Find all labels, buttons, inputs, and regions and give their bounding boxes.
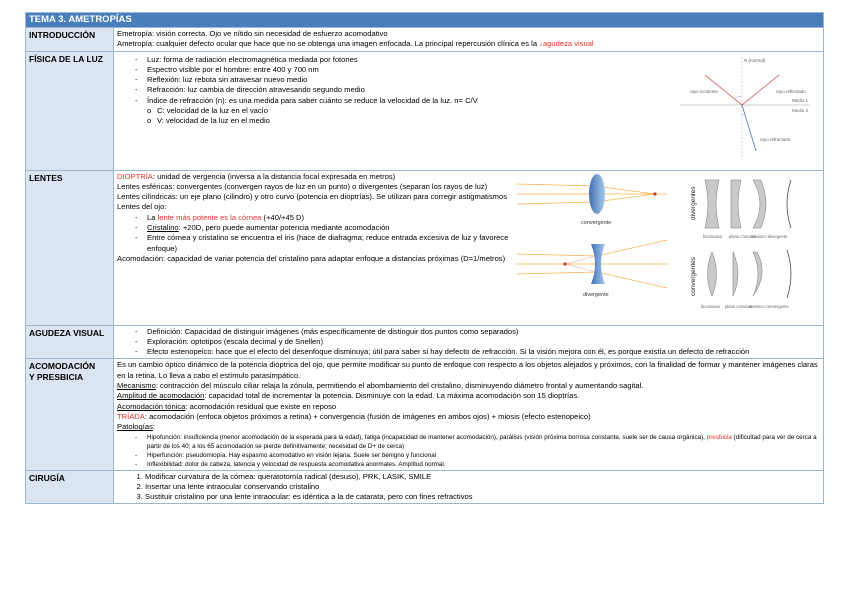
agudeza-list bbox=[117, 327, 820, 358]
label-agudeza: AGUDEZA VISUAL bbox=[26, 325, 114, 359]
title-row bbox=[26, 13, 824, 28]
cornea-post: (+40/+45 D) bbox=[261, 212, 305, 222]
reflected-label: rayo reflectado bbox=[776, 88, 806, 94]
cirugia-list bbox=[117, 472, 820, 503]
triada-text: : acomodación (enfoca objetos próximos a retina) + convergencia (fusión de imágenes en ambos ojos) + miosis (efecto estenopeico) bbox=[144, 411, 591, 421]
list-item: - Definición: Capacidad de distinguir imágenes (más específicamente de distinguir dos puntos como separados) bbox=[135, 327, 820, 337]
lens-ray-figures bbox=[517, 172, 687, 323]
convergentes-label: convergentes bbox=[690, 256, 697, 296]
label-acomodacion bbox=[26, 359, 114, 470]
label-introduccion: INTRODUCCIÓN bbox=[26, 28, 114, 52]
refraction-diagram bbox=[680, 53, 820, 163]
mecanismo-term: Mecanismo bbox=[117, 381, 156, 391]
list-item: - Refracción: luz cambia de dirección atravesando segundo medio bbox=[135, 85, 680, 95]
esfericas-text: Lentes esféricas: convergentes (convergen rayos de luz en un punto) o divergentes (separan los rayos de luz) bbox=[117, 181, 488, 191]
content-fisica bbox=[114, 51, 824, 170]
caption-plano-concava: plano cóncava bbox=[729, 233, 757, 239]
list-item: 1. Modificar curvatura de la córnea: queratotomía radical (desuso), PRK, LASIK, SMILE bbox=[145, 472, 820, 482]
list-item: o V: velocidad de la luz en el medio bbox=[147, 116, 680, 126]
caption-plano-convexa: plano convexa bbox=[725, 303, 753, 309]
diverging-lens-figure bbox=[517, 240, 667, 298]
lentes-layout bbox=[117, 172, 820, 323]
dioptria-line bbox=[117, 172, 517, 182]
divergent-arrow bbox=[787, 180, 791, 228]
list-item: - Índice de refracción (n): es una medida para saber cuánto se reduce la velocidad de la luz. n= C/V bbox=[135, 96, 680, 106]
row-cirugia bbox=[26, 470, 824, 504]
list-item: - Espectro visible por el hombre: entre 400 y 700 nm bbox=[135, 65, 680, 75]
refracted-ray bbox=[742, 105, 756, 151]
amplitud-line bbox=[117, 391, 820, 401]
fisica-list bbox=[117, 55, 680, 106]
fisica-text bbox=[117, 53, 680, 166]
refracted-label: rayo refractado bbox=[760, 136, 791, 142]
tonica-text: : acomodación residual que existe en reposo bbox=[185, 401, 337, 411]
convergent-arrow bbox=[787, 250, 791, 298]
acomodacion-definition: Es un cambio óptico dinámico de la potencia dióptrica del ojo, que permite modificar su punto de enfoque con respecto a los objetos alejados y próximos, con la finalidad de formar y mantener imágenes claras en la retina. Lo lleva a cabo el estímulo parasimpático. bbox=[117, 360, 818, 380]
triada-term: TRÍADA bbox=[117, 411, 145, 421]
del-ojo-text: Lentes del ojo: bbox=[117, 202, 167, 212]
incident-label: rayo incidente bbox=[690, 88, 719, 94]
angle-arc bbox=[735, 96, 742, 99]
list-item: - Hiperfunción: pseudomiopía. Hay espasmo acomodativo en visión lejana. Suele ser benigno y funcional bbox=[135, 451, 820, 460]
diverging-shapes bbox=[705, 180, 766, 228]
content-lentes bbox=[114, 170, 824, 325]
hipofuncion-text: Hipofunción: insuficiencia (menor acomodación de la esperada para la edad), fatiga (incapacidad de mantener acomodación), parálisis (visión próxima borrosa constante, suele ser de causa orgánica), bbox=[147, 433, 707, 441]
mecanismo-text: : contracción del músculo ciliar relaja la zónula, permitiendo el abombamiento del cristalino, disminuyendo diámetro frontal y aumentando sagital. bbox=[155, 381, 644, 391]
ojo-list bbox=[117, 213, 517, 254]
caption-bicóncava: bicóncava bbox=[703, 233, 722, 239]
row-acomodacion bbox=[26, 359, 824, 470]
content-acomodacion bbox=[114, 359, 824, 470]
ametropia-text: Ametropía: cualquier defecto ocular que hace que no se obtenga una imagen enfocada. La principal repercusión clínica es la bbox=[117, 39, 540, 49]
presbicia-text: (dificultad para ver de cerca a partir de los 40; a los 65 acomodación se pierde definitivamente; necesidad de D+ de cerca) bbox=[147, 433, 817, 450]
ametropias-summary-sheet bbox=[25, 12, 823, 504]
fisica-sublist bbox=[117, 106, 680, 127]
list-item: o C: velocidad de la luz en el vacío bbox=[147, 106, 680, 116]
cristalino-text: : +20D, pero puede aumentar potencia mediante acomodación bbox=[178, 223, 390, 233]
lens-ray-diagram bbox=[517, 172, 687, 320]
label-lentes: LENTES bbox=[26, 170, 114, 325]
agudeza-highlight: ↓agudeza visual bbox=[539, 39, 594, 49]
row-fisica bbox=[26, 51, 824, 170]
cilindricas-text: Lentes cilíndricas: un eje plano (cilindro) y otro curvo (potencia en dioptrías). Se utilizan para corregir astigmatismos bbox=[117, 192, 507, 202]
cornea-pre: La bbox=[147, 212, 158, 222]
caption-biconvexa: biconvexa bbox=[701, 303, 720, 309]
dioptria-text: : unidad de vergencia (inversa a la distancia focal expresada en metros) bbox=[152, 171, 396, 181]
amplitud-text: : capacidad total de incrementar la potencia. Disminuye con la edad. La máxima acomodación son 15 dioptrías. bbox=[204, 391, 580, 401]
page-title: TEMA 3. AMETROPÍAS bbox=[26, 13, 824, 28]
label-cirugia: CIRUGÍA bbox=[26, 470, 114, 504]
content-cirugia bbox=[114, 470, 824, 504]
row-agudeza bbox=[26, 325, 824, 359]
list-item bbox=[135, 433, 820, 451]
list-item bbox=[135, 223, 517, 233]
presbicia-highlight: presbicia bbox=[706, 433, 732, 441]
mecanismo-line bbox=[117, 381, 820, 391]
label-fisica: FÍSICA DE LA LUZ bbox=[26, 51, 114, 170]
lentes-text bbox=[117, 172, 517, 323]
refraction-figure bbox=[680, 53, 820, 166]
content-introduccion bbox=[114, 28, 824, 52]
row-lentes bbox=[26, 170, 824, 325]
content-agudeza bbox=[114, 325, 824, 359]
converging-lens-figure bbox=[517, 174, 667, 226]
medio2-label: Medio 2 bbox=[792, 107, 809, 113]
list-item: 3. Sustituir cristalino por una lente intraocular: es idéntica a la de catarata, pero con fines refractivos bbox=[145, 492, 820, 502]
tonica-line bbox=[117, 402, 820, 412]
lens-types-diagram bbox=[687, 172, 817, 320]
list-item: - Efecto estenopeico: hace que el efecto del desenfoque disminuya; útil para saber si hay defecto de refracción. Si la visión mejora con él, es porque existía un defecto de refracción bbox=[135, 347, 820, 357]
caption-menisco-divergente: menisco divergente bbox=[751, 233, 788, 239]
cornea-highlight: lente más potente es la córnea bbox=[157, 212, 262, 222]
fisica-layout bbox=[117, 53, 820, 166]
emetropia-text: Emetropía: visión correcta. Ojo ve nítido sin necesidad de esfuerzo acomodativo bbox=[117, 29, 388, 38]
patologias-list bbox=[117, 433, 820, 469]
converging-shapes bbox=[708, 252, 763, 296]
normal-label: N (normal) bbox=[744, 57, 766, 63]
row-introduccion bbox=[26, 28, 824, 52]
caption-menisco-convergente: menisco convergente bbox=[749, 303, 789, 309]
list-item: - Entre córnea y cristalino se encuentra el iris (hace de diafragma; reduce entrada excesiva de luz y favorece enfoque) bbox=[135, 233, 517, 254]
reflected-ray bbox=[742, 75, 779, 105]
convergente-label: convergente bbox=[581, 219, 612, 226]
list-item: - Reflexión: luz rebota sin atravesar nuevo medio bbox=[135, 75, 680, 85]
triada-line bbox=[117, 412, 820, 422]
label-acomodacion-1: ACOMODACIÓN bbox=[29, 361, 96, 372]
list-item: - Luz: forma de radiación electromagnética mediada por fotones bbox=[135, 55, 680, 65]
divergentes-label: divergentes bbox=[690, 185, 697, 220]
patologias-line bbox=[117, 422, 820, 432]
label-acomodacion-2: Y PRESBICIA bbox=[29, 372, 84, 383]
tonica-term: Acomodación tónica bbox=[117, 401, 186, 411]
dioptria-term: DIOPTRÍA bbox=[117, 171, 153, 181]
ametropia-line bbox=[117, 39, 820, 49]
medio1-label: Medio 1 bbox=[792, 97, 809, 103]
divergente-label: divergente bbox=[583, 291, 609, 298]
lens-types-figure bbox=[687, 172, 817, 323]
patologias-term: Patologías bbox=[117, 422, 153, 432]
patologias-colon: : bbox=[152, 422, 156, 432]
summary-table bbox=[25, 12, 824, 504]
list-item: - Inflexibilidad: dolor de cabeza, latencia y velocidad de respuesta acomodativa anormales. Amplitud normal. bbox=[135, 460, 820, 469]
cristalino-term: Cristalino bbox=[147, 223, 179, 233]
list-item bbox=[135, 213, 517, 223]
list-item: - Exploración: optotipos (escala decimal y de Snellen) bbox=[135, 337, 820, 347]
amplitud-term: Amplitud de acomodación bbox=[117, 391, 205, 401]
list-item: 2. Insertar una lente intraocular conservando cristalino bbox=[145, 482, 820, 492]
acomodacion-text: Acomodación: capacidad de variar potencia del cristalino para adaptar enfoque a distancias próximas (D=1/metros) bbox=[117, 253, 506, 263]
